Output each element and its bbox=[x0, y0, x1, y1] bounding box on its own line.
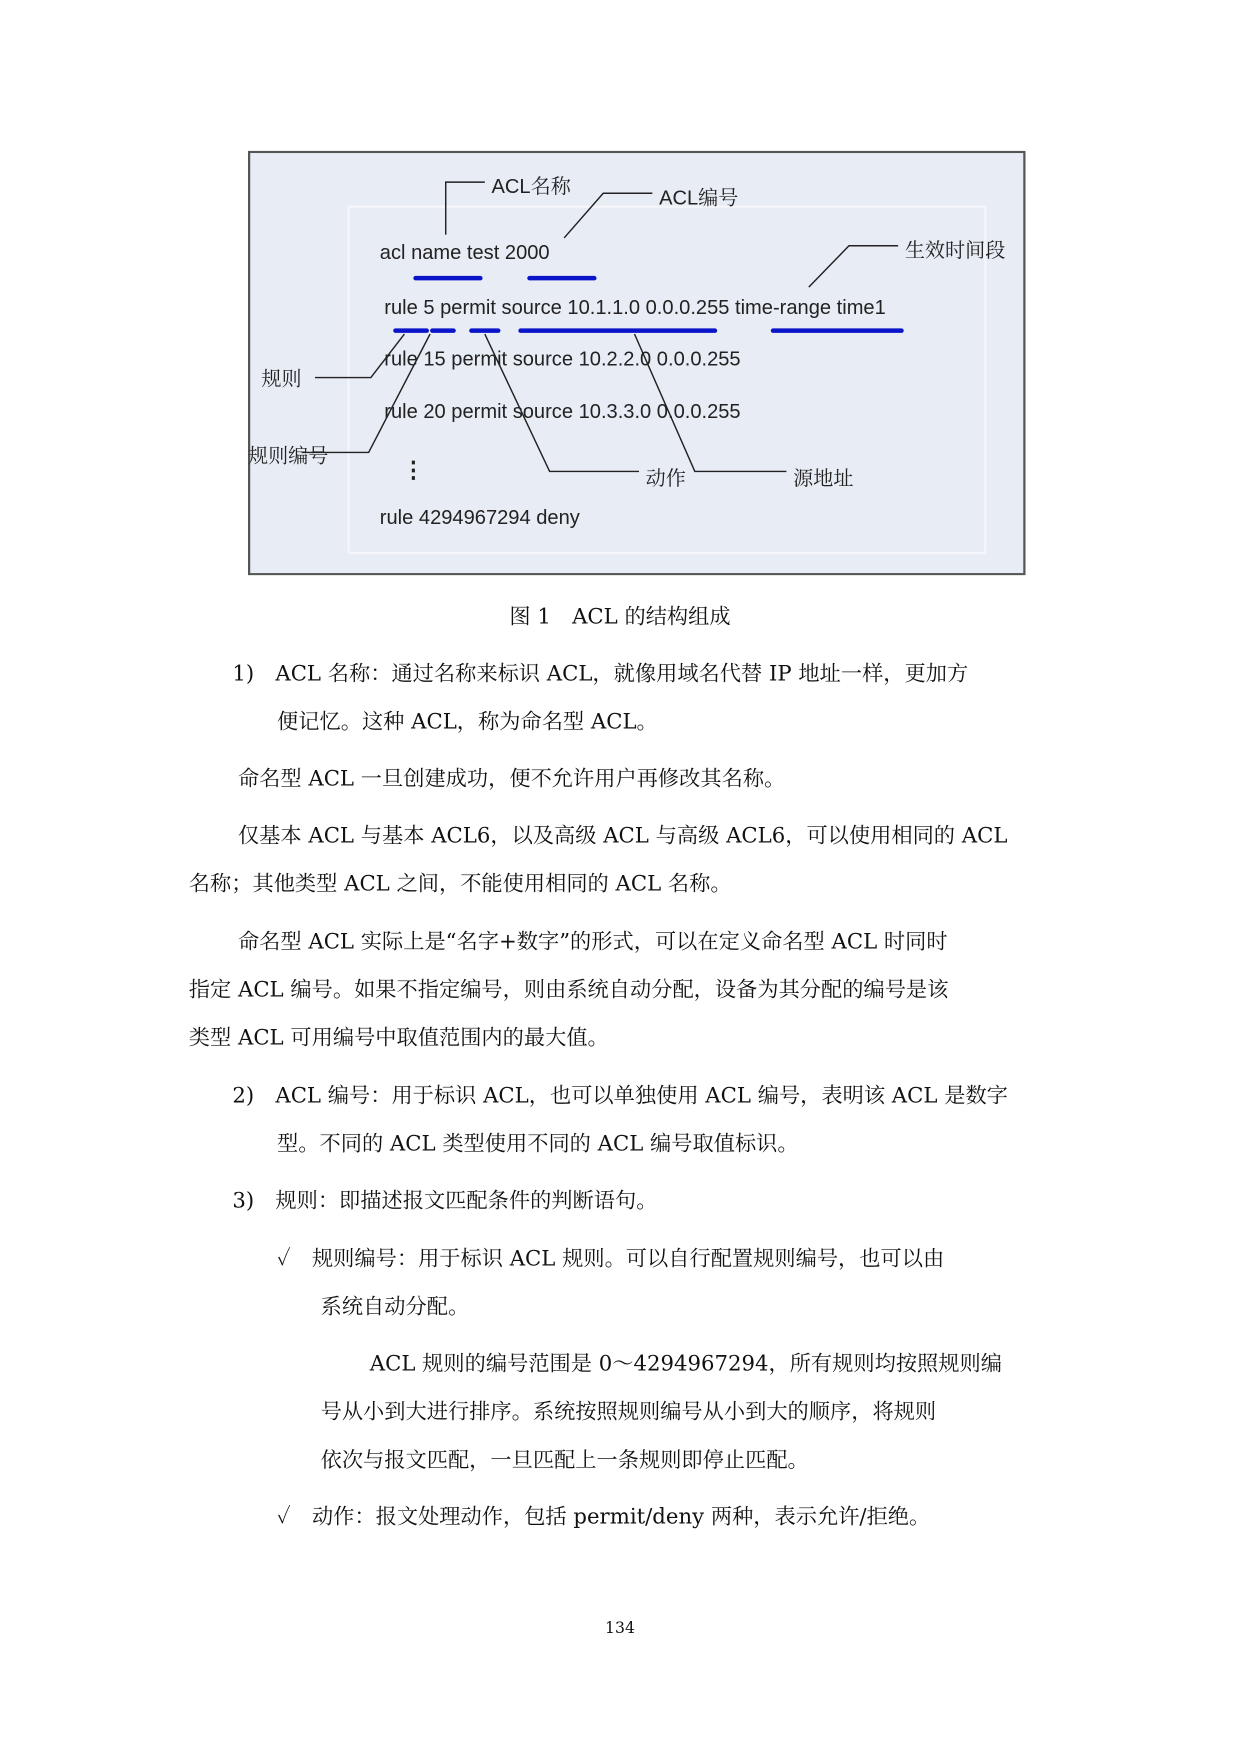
label-acl-name: ACL名称 bbox=[491, 176, 571, 199]
label-rule: 规则 bbox=[261, 368, 302, 391]
paragraph-line: 号从小到大进行排序。系统按照规则编号从小到大的顺序，将规则 bbox=[320, 1399, 937, 1425]
list-item: 3) 规则：即描述报文匹配条件的判断语句。 bbox=[232, 1188, 658, 1214]
list-item: 1) ACL 名称：通过名称来标识 ACL，就像用域名代替 IP 地址一样，更加方 bbox=[232, 661, 969, 686]
paragraph-line: 指定 ACL 编号。如果不指定编号，则由系统自动分配，设备为其分配的编号是该 bbox=[188, 977, 949, 1003]
code-line: acl name test 2000 bbox=[379, 242, 550, 265]
figure-caption: 图 1 ACL 的结构组成 bbox=[509, 604, 731, 629]
label-source: 源地址 bbox=[793, 467, 854, 490]
list-item: 2) ACL 编号：用于标识 ACL，也可以单独使用 ACL 编号，表明该 ACL 是数字 bbox=[232, 1083, 1008, 1109]
code-line: rule 20 permit source 10.3.3.0 0.0.0.255 bbox=[384, 400, 741, 423]
label-rule-number: 规则编号 bbox=[247, 445, 329, 468]
ellipsis-icon: ⋮ bbox=[402, 457, 425, 484]
paragraph: 仅基本 ACL 与基本 ACL6，以及高级 ACL 与高级 ACL6，可以使用相同的 ACL bbox=[237, 823, 1008, 848]
paragraph-line: 类型 ACL 可用编号中取值范围内的最大值。 bbox=[188, 1025, 609, 1051]
paragraph-line: 依次与报文匹配，一旦匹配上一条规则即停止匹配。 bbox=[320, 1447, 809, 1473]
label-time-range: 生效时间段 bbox=[904, 239, 1006, 262]
paragraph: 命名型 ACL 实际上是“名字+数字”的形式，可以在定义命名型 ACL 时同时 bbox=[237, 929, 948, 955]
label-acl-number: ACL编号 bbox=[659, 187, 739, 210]
checked-item: ✓ 动作：报文处理动作，包括 permit/deny 两种，表示允许/拒绝。 bbox=[277, 1504, 931, 1530]
code-line: rule 4294967294 deny bbox=[379, 506, 580, 529]
paragraph-line: 名称；其他类型 ACL 之间，不能使用相同的 ACL 名称。 bbox=[188, 871, 732, 896]
paragraph-line: 便记忆。这种 ACL，称为命名型 ACL。 bbox=[277, 709, 658, 734]
code-line: rule 15 permit source 10.2.2.0 0.0.0.255 bbox=[384, 348, 741, 371]
paragraph: ACL 规则的编号范围是 0～4294967294，所有规则均按照规则编 bbox=[369, 1351, 1002, 1377]
page-number: 134 bbox=[605, 1619, 635, 1638]
checked-item: ✓ 规则编号：用于标识 ACL 规则。可以自行配置规则编号，也可以由 bbox=[277, 1246, 945, 1272]
label-action: 动作 bbox=[645, 467, 686, 490]
paragraph-line: 系统自动分配。 bbox=[320, 1294, 470, 1320]
paragraph: 命名型 ACL 一旦创建成功，便不允许用户再修改其名称。 bbox=[237, 766, 786, 791]
acl-structure-figure bbox=[248, 151, 1026, 575]
paragraph-line: 型。不同的 ACL 类型使用不同的 ACL 编号取值标识。 bbox=[277, 1131, 799, 1157]
code-line: rule 5 permit source 10.1.1.0 0.0.0.255 time-range time1 bbox=[384, 296, 886, 319]
